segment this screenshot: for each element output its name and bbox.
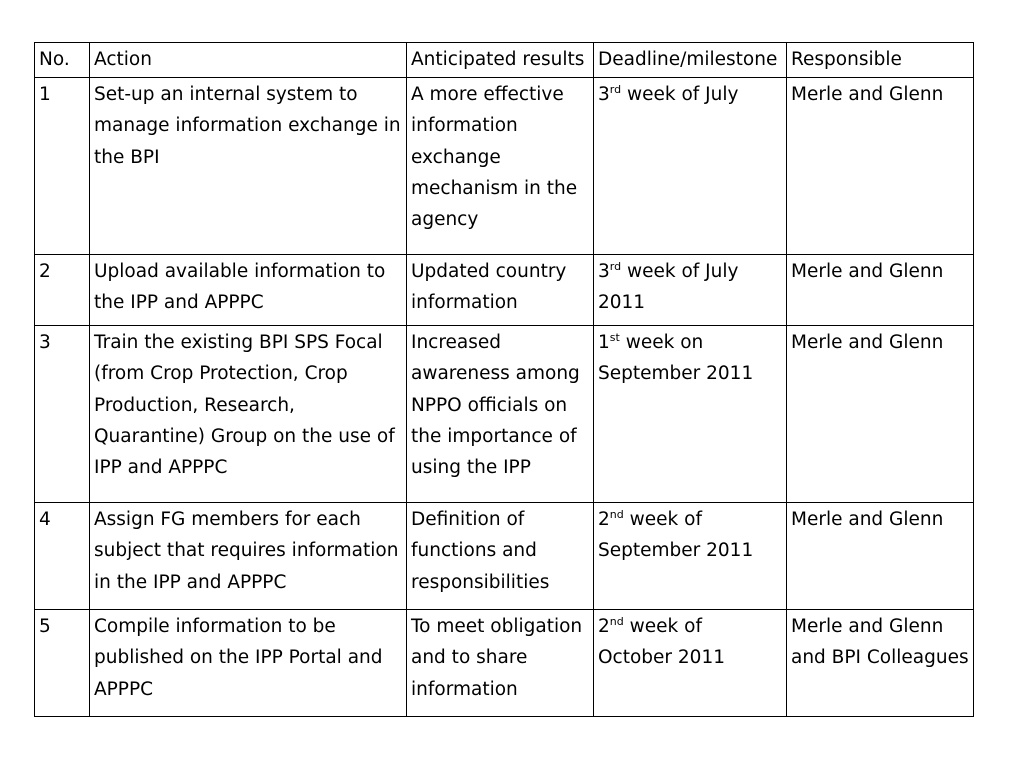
row-action: Compile information to be published on the IPP Portal and APPPC (90, 610, 407, 717)
table-row (35, 78, 974, 255)
table-row (35, 255, 974, 326)
deadline-text: week of July (621, 84, 739, 105)
row-deadline (594, 255, 787, 326)
row-results: Updated country information (407, 255, 594, 326)
row-deadline (594, 78, 787, 255)
row-responsible: Merle and Glenn and BPI Colleagues (787, 610, 974, 717)
deadline-text: week of October 2011 (598, 616, 725, 669)
deadline-ordinal: rd (609, 83, 622, 96)
header-deadline: Deadline/milestone (594, 43, 787, 78)
header-no: No. (35, 43, 90, 78)
row-deadline (594, 610, 787, 717)
deadline-text: week of September 2011 (598, 509, 754, 562)
deadline-number: 2 (598, 509, 610, 530)
row-responsible: Merle and Glenn (787, 503, 974, 610)
deadline-number: 1 (598, 332, 610, 353)
deadline-text: week of July 2011 (598, 261, 739, 314)
row-responsible: Merle and Glenn (787, 78, 974, 255)
row-no: 4 (35, 503, 90, 610)
table-row (35, 503, 974, 610)
row-results: Increased awareness among NPPO officials on the importance of using the IPP (407, 326, 594, 503)
header-action: Action (90, 43, 407, 78)
table-row (35, 326, 974, 503)
row-no: 3 (35, 326, 90, 503)
row-action: Set-up an internal system to manage information exchange in the BPI (90, 78, 407, 255)
table-header-row (35, 43, 974, 78)
row-no: 5 (35, 610, 90, 717)
row-action: Upload available information to the IPP and APPPC (90, 255, 407, 326)
row-deadline (594, 503, 787, 610)
deadline-ordinal: nd (609, 508, 624, 521)
deadline-number: 2 (598, 616, 610, 637)
deadline-text: week on September 2011 (598, 332, 754, 385)
deadline-ordinal: st (609, 331, 620, 344)
row-no: 2 (35, 255, 90, 326)
row-responsible: Merle and Glenn (787, 326, 974, 503)
table-row (35, 610, 974, 717)
action-plan-table (34, 42, 974, 717)
row-responsible: Merle and Glenn (787, 255, 974, 326)
row-deadline (594, 326, 787, 503)
deadline-ordinal: rd (609, 260, 622, 273)
row-action: Train the existing BPI SPS Focal (from Crop Protection, Crop Production, Research, Quarantine) Group on the use of IPP and APPPC (90, 326, 407, 503)
row-action: Assign FG members for each subject that requires information in the IPP and APPPC (90, 503, 407, 610)
row-results: Definition of functions and responsibilities (407, 503, 594, 610)
deadline-number: 3 (598, 261, 610, 282)
row-no: 1 (35, 78, 90, 255)
row-results: A more effective information exchange mechanism in the agency (407, 78, 594, 255)
deadline-number: 3 (598, 84, 610, 105)
row-results: To meet obligation and to share information (407, 610, 594, 717)
header-anticipated-results: Anticipated results (407, 43, 594, 78)
deadline-ordinal: nd (609, 615, 624, 628)
header-responsible: Responsible (787, 43, 974, 78)
